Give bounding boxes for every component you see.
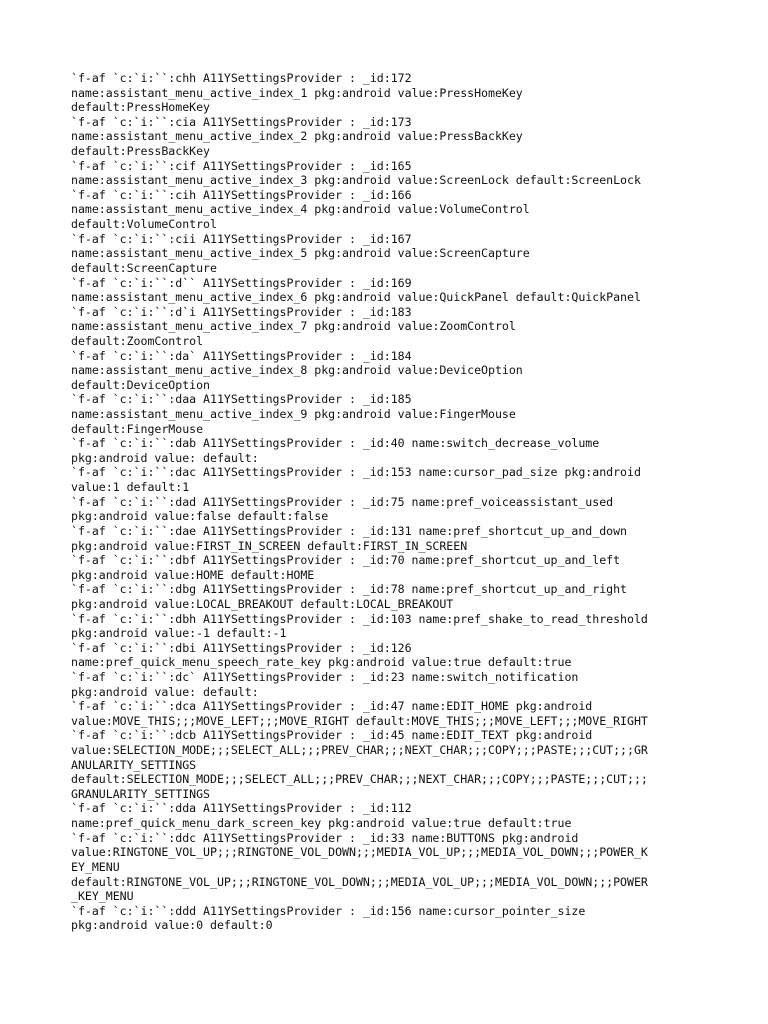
log-line: name:assistant_menu_active_index_8 pkg:android value:DeviceOption [71, 363, 523, 378]
log-line: `f-af `c:`i:``:dac A11YSettingsProvider : _id:153 name:cursor_pad_size pkg:android [71, 465, 641, 480]
log-line: `f-af `c:`i:``:cih A11YSettingsProvider : _id:166 [71, 187, 412, 202]
log-line: default:DeviceOption [71, 377, 211, 392]
log-line: `f-af `c:`i:``:dbi A11YSettingsProvider : _id:126 [71, 640, 412, 655]
log-line: name:assistant_menu_active_index_7 pkg:android value:ZoomControl [71, 319, 516, 334]
log-line: `f-af `c:`i:``:dbh A11YSettingsProvider : _id:103 name:pref_shake_to_read_threshold [71, 611, 648, 626]
log-line: _KEY_MENU [71, 889, 134, 904]
log-line: GRANULARITY_SETTINGS [71, 786, 211, 801]
log-line: `f-af `c:`i:``:ddd A11YSettingsProvider : _id:156 name:cursor_pointer_size [71, 903, 586, 918]
log-line: `f-af `c:`i:``:cif A11YSettingsProvider : _id:165 [71, 158, 412, 173]
log-line: `f-af `c:`i:``:cia A11YSettingsProvider : _id:173 [71, 114, 412, 129]
log-line: `f-af `c:`i:``:d`i A11YSettingsProvider : _id:183 [71, 304, 412, 319]
log-line: `f-af `c:`i:``:ddc A11YSettingsProvider : _id:33 name:BUTTONS pkg:android [71, 830, 579, 845]
log-line: name:assistant_menu_active_index_3 pkg:android value:ScreenLock default:ScreenLock [71, 173, 641, 188]
log-line: pkg:android value:LOCAL_BREAKOUT default:LOCAL_BREAKOUT [71, 596, 454, 611]
log-line: default:PressHomeKey [71, 100, 211, 115]
log-line: default:PressBackKey [71, 144, 211, 159]
log-line: name:assistant_menu_active_index_1 pkg:android value:PressHomeKey [71, 85, 523, 100]
log-line: value:RINGTONE_VOL_UP;;;RINGTONE_VOL_DOWN;;;MEDIA_VOL_UP;;;MEDIA_VOL_DOWN;;;POWER_K [71, 845, 648, 860]
log-line: default:ScreenCapture [71, 260, 217, 275]
log-line: default:ZoomControl [71, 333, 204, 348]
log-line: default:VolumeControl [71, 217, 217, 232]
log-line: pkg:android value:0 default:0 [71, 918, 273, 933]
log-line: `f-af `c:`i:``:dad A11YSettingsProvider : _id:75 name:pref_voiceassistant_used [71, 494, 614, 509]
log-line: pkg:android value:HOME default:HOME [71, 567, 315, 582]
log-line: ANULARITY_SETTINGS [71, 757, 197, 772]
log-line: pkg:android value:-1 default:-1 [71, 626, 287, 641]
log-line: default:FingerMouse [71, 421, 204, 436]
log-line: value:MOVE_THIS;;;MOVE_LEFT;;;MOVE_RIGHT default:MOVE_THIS;;;MOVE_LEFT;;;MOVE_RIGHT [71, 713, 648, 728]
log-line: name:assistant_menu_active_index_4 pkg:android value:VolumeControl [71, 202, 530, 217]
log-line: `f-af `c:`i:``:dbg A11YSettingsProvider : _id:78 name:pref_shortcut_up_and_right [71, 582, 628, 597]
log-line: `f-af `c:`i:``:dca A11YSettingsProvider : _id:47 name:EDIT_HOME pkg:android [71, 699, 593, 714]
log-line: `f-af `c:`i:``:dcb A11YSettingsProvider : _id:45 name:EDIT_TEXT pkg:android [71, 728, 593, 743]
log-line: `f-af `c:`i:``:dda A11YSettingsProvider : _id:112 [71, 801, 412, 816]
log-line: `f-af `c:`i:``:dae A11YSettingsProvider : _id:131 name:pref_shortcut_up_and_down [71, 523, 628, 538]
log-line: `f-af `c:`i:``:daa A11YSettingsProvider : _id:185 [71, 392, 412, 407]
log-line: pkg:android value: default: [71, 450, 259, 465]
log-line: `f-af `c:`i:``:chh A11YSettingsProvider : _id:172 [71, 71, 412, 85]
log-line: `f-af `c:`i:``:da` A11YSettingsProvider : _id:184 [71, 348, 412, 363]
log-line: `f-af `c:`i:``:dc` A11YSettingsProvider : _id:23 name:switch_notification [71, 669, 579, 684]
log-line: `f-af `c:`i:``:dbf A11YSettingsProvider : _id:70 name:pref_shortcut_up_and_left [71, 553, 621, 568]
log-line: EY_MENU [71, 859, 120, 874]
log-line: `f-af `c:`i:``:dab A11YSettingsProvider : _id:40 name:switch_decrease_volume [71, 436, 600, 451]
log-line: name:assistant_menu_active_index_9 pkg:android value:FingerMouse [71, 407, 516, 422]
log-line: name:pref_quick_menu_speech_rate_key pkg:android value:true default:true [71, 655, 572, 670]
log-line: name:pref_quick_menu_dark_screen_key pkg:android value:true default:true [71, 816, 572, 831]
log-line: name:assistant_menu_active_index_2 pkg:android value:PressBackKey [71, 129, 523, 144]
log-line: name:assistant_menu_active_index_5 pkg:android value:ScreenCapture [71, 246, 530, 261]
log-line: value:SELECTION_MODE;;;SELECT_ALL;;;PREV_CHAR;;;NEXT_CHAR;;;COPY;;;PASTE;;;CUT;;;GR [71, 743, 648, 758]
log-line: default:RINGTONE_VOL_UP;;;RINGTONE_VOL_DOWN;;;MEDIA_VOL_UP;;;MEDIA_VOL_DOWN;;;POWER [71, 874, 648, 889]
log-line: `f-af `c:`i:``:cii A11YSettingsProvider : _id:167 [71, 231, 412, 246]
log-line: `f-af `c:`i:``:d`` A11YSettingsProvider : _id:169 [71, 275, 412, 290]
log-line: value:1 default:1 [71, 480, 190, 495]
log-line: default:SELECTION_MODE;;;SELECT_ALL;;;PREV_CHAR;;;NEXT_CHAR;;;COPY;;;PASTE;;;CUT;;; [71, 772, 648, 787]
log-line: pkg:android value: default: [71, 684, 259, 699]
log-line: pkg:android value:FIRST_IN_SCREEN default:FIRST_IN_SCREEN [71, 538, 468, 553]
settings-log-text [71, 71, 711, 933]
log-line: name:assistant_menu_active_index_6 pkg:android value:QuickPanel default:QuickPanel [71, 290, 641, 305]
log-line: pkg:android value:false default:false [71, 509, 329, 524]
